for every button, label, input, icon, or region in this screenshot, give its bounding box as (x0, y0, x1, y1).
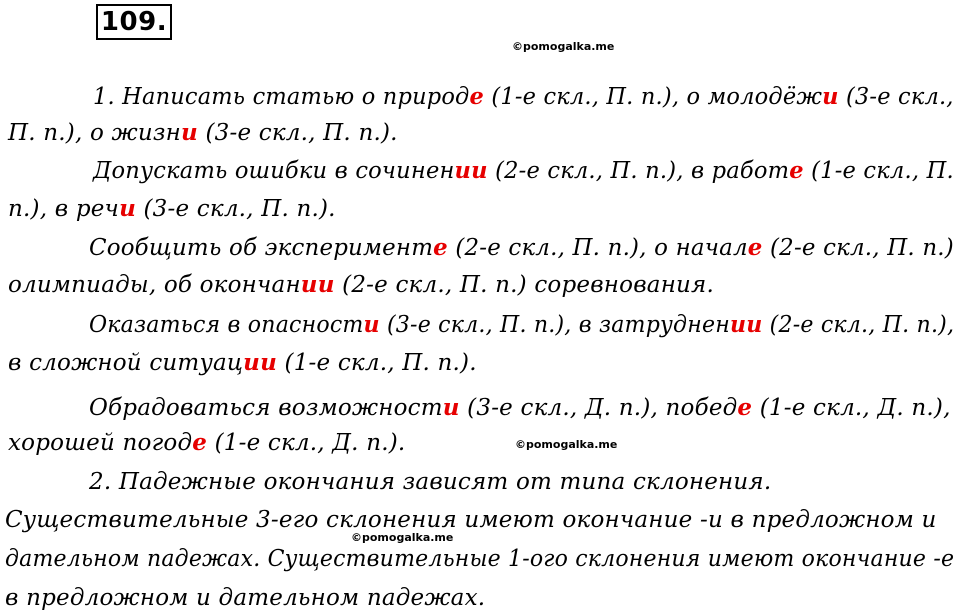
text-line (93, 156, 954, 186)
text-line (8, 118, 398, 148)
watermark: ©pomogalka.me (512, 40, 615, 53)
text-line (8, 348, 477, 378)
line-text: (2-е скл., П. п.), в работ (487, 158, 790, 184)
line-text: (2-е скл., П. п.) соревнования. (334, 272, 714, 298)
case-ending: е (789, 157, 804, 184)
text-line (93, 82, 954, 112)
line-text: 1. Написать статью о природ (93, 84, 470, 110)
line-text: Обрадоваться возможност (89, 395, 443, 421)
line-text: Допускать ошибки в сочинен (93, 158, 455, 184)
line-text: Оказаться в опасност (89, 312, 364, 338)
line-text: П. п.), о жизн (8, 120, 182, 146)
line-text: (3-е скл., (838, 84, 954, 110)
line-text: (1-е скл., П. п.), о молодёж (484, 84, 823, 110)
line-text: (1-е скл., Д. п.), (752, 395, 951, 421)
line-text: (3-е скл., П. п.). (136, 196, 336, 222)
line-text: хорошей погод (8, 430, 193, 456)
line-text: (3-е скл., П. п.), в затруднен (379, 312, 730, 338)
case-ending: и (442, 394, 460, 421)
watermark: ©pomogalka.me (515, 438, 618, 451)
line-text: в предложном и дательном падежах. (5, 585, 486, 611)
line-text: в сложной ситуац (8, 350, 244, 376)
case-ending: и (363, 311, 380, 338)
line-text: (3-е скл., Д. п.), побед (459, 395, 738, 421)
case-ending: ии (300, 271, 335, 298)
line-text: олимпиады, об окончан (8, 272, 301, 298)
line-text: (1-е скл., П. (803, 158, 954, 184)
line-text: Существительные 3-его склонения имеют окончание -и в предложном и (5, 507, 937, 533)
case-ending: ии (243, 349, 278, 376)
line-text: (2-е скл., П. п.), о начал (447, 235, 748, 261)
text-line (8, 270, 714, 300)
line-text: (2-е скл., П. п.), (762, 312, 955, 338)
text-line (89, 233, 954, 263)
text-line (89, 310, 954, 340)
case-ending: е (433, 234, 448, 261)
text-line (5, 544, 954, 574)
line-text: Сообщить об эксперимент (89, 235, 434, 261)
case-ending: ии (454, 157, 488, 184)
case-ending: е (469, 83, 485, 110)
line-text: п.), в реч (8, 196, 120, 222)
line-text: 2. Падежные окончания зависят от типа склонения. (89, 469, 772, 495)
case-ending: е (747, 234, 763, 261)
text-line (89, 467, 771, 497)
text-line (5, 583, 485, 613)
text-line (8, 194, 336, 224)
text-line (5, 505, 937, 535)
text-line (89, 393, 951, 423)
line-text: дательном падежах. Существительные 1-ого склонения имеют окончание -е (5, 546, 955, 572)
case-ending: и (181, 119, 198, 146)
case-ending: е (192, 429, 208, 456)
exercise-number: 109. (100, 7, 168, 37)
line-text: (1-е скл., Д. п.). (207, 430, 406, 456)
line-text: (3-е скл., П. п.). (197, 120, 398, 146)
case-ending: и (822, 83, 839, 110)
case-ending: е (737, 394, 753, 421)
case-ending: и (119, 195, 136, 222)
watermark: ©pomogalka.me (351, 531, 454, 544)
case-ending: ии (729, 311, 763, 338)
line-text: (1-е скл., П. п.). (277, 350, 477, 376)
exercise-number-box (96, 4, 172, 40)
line-text: (2-е скл., П. п.) (762, 235, 954, 261)
text-line (8, 428, 405, 458)
